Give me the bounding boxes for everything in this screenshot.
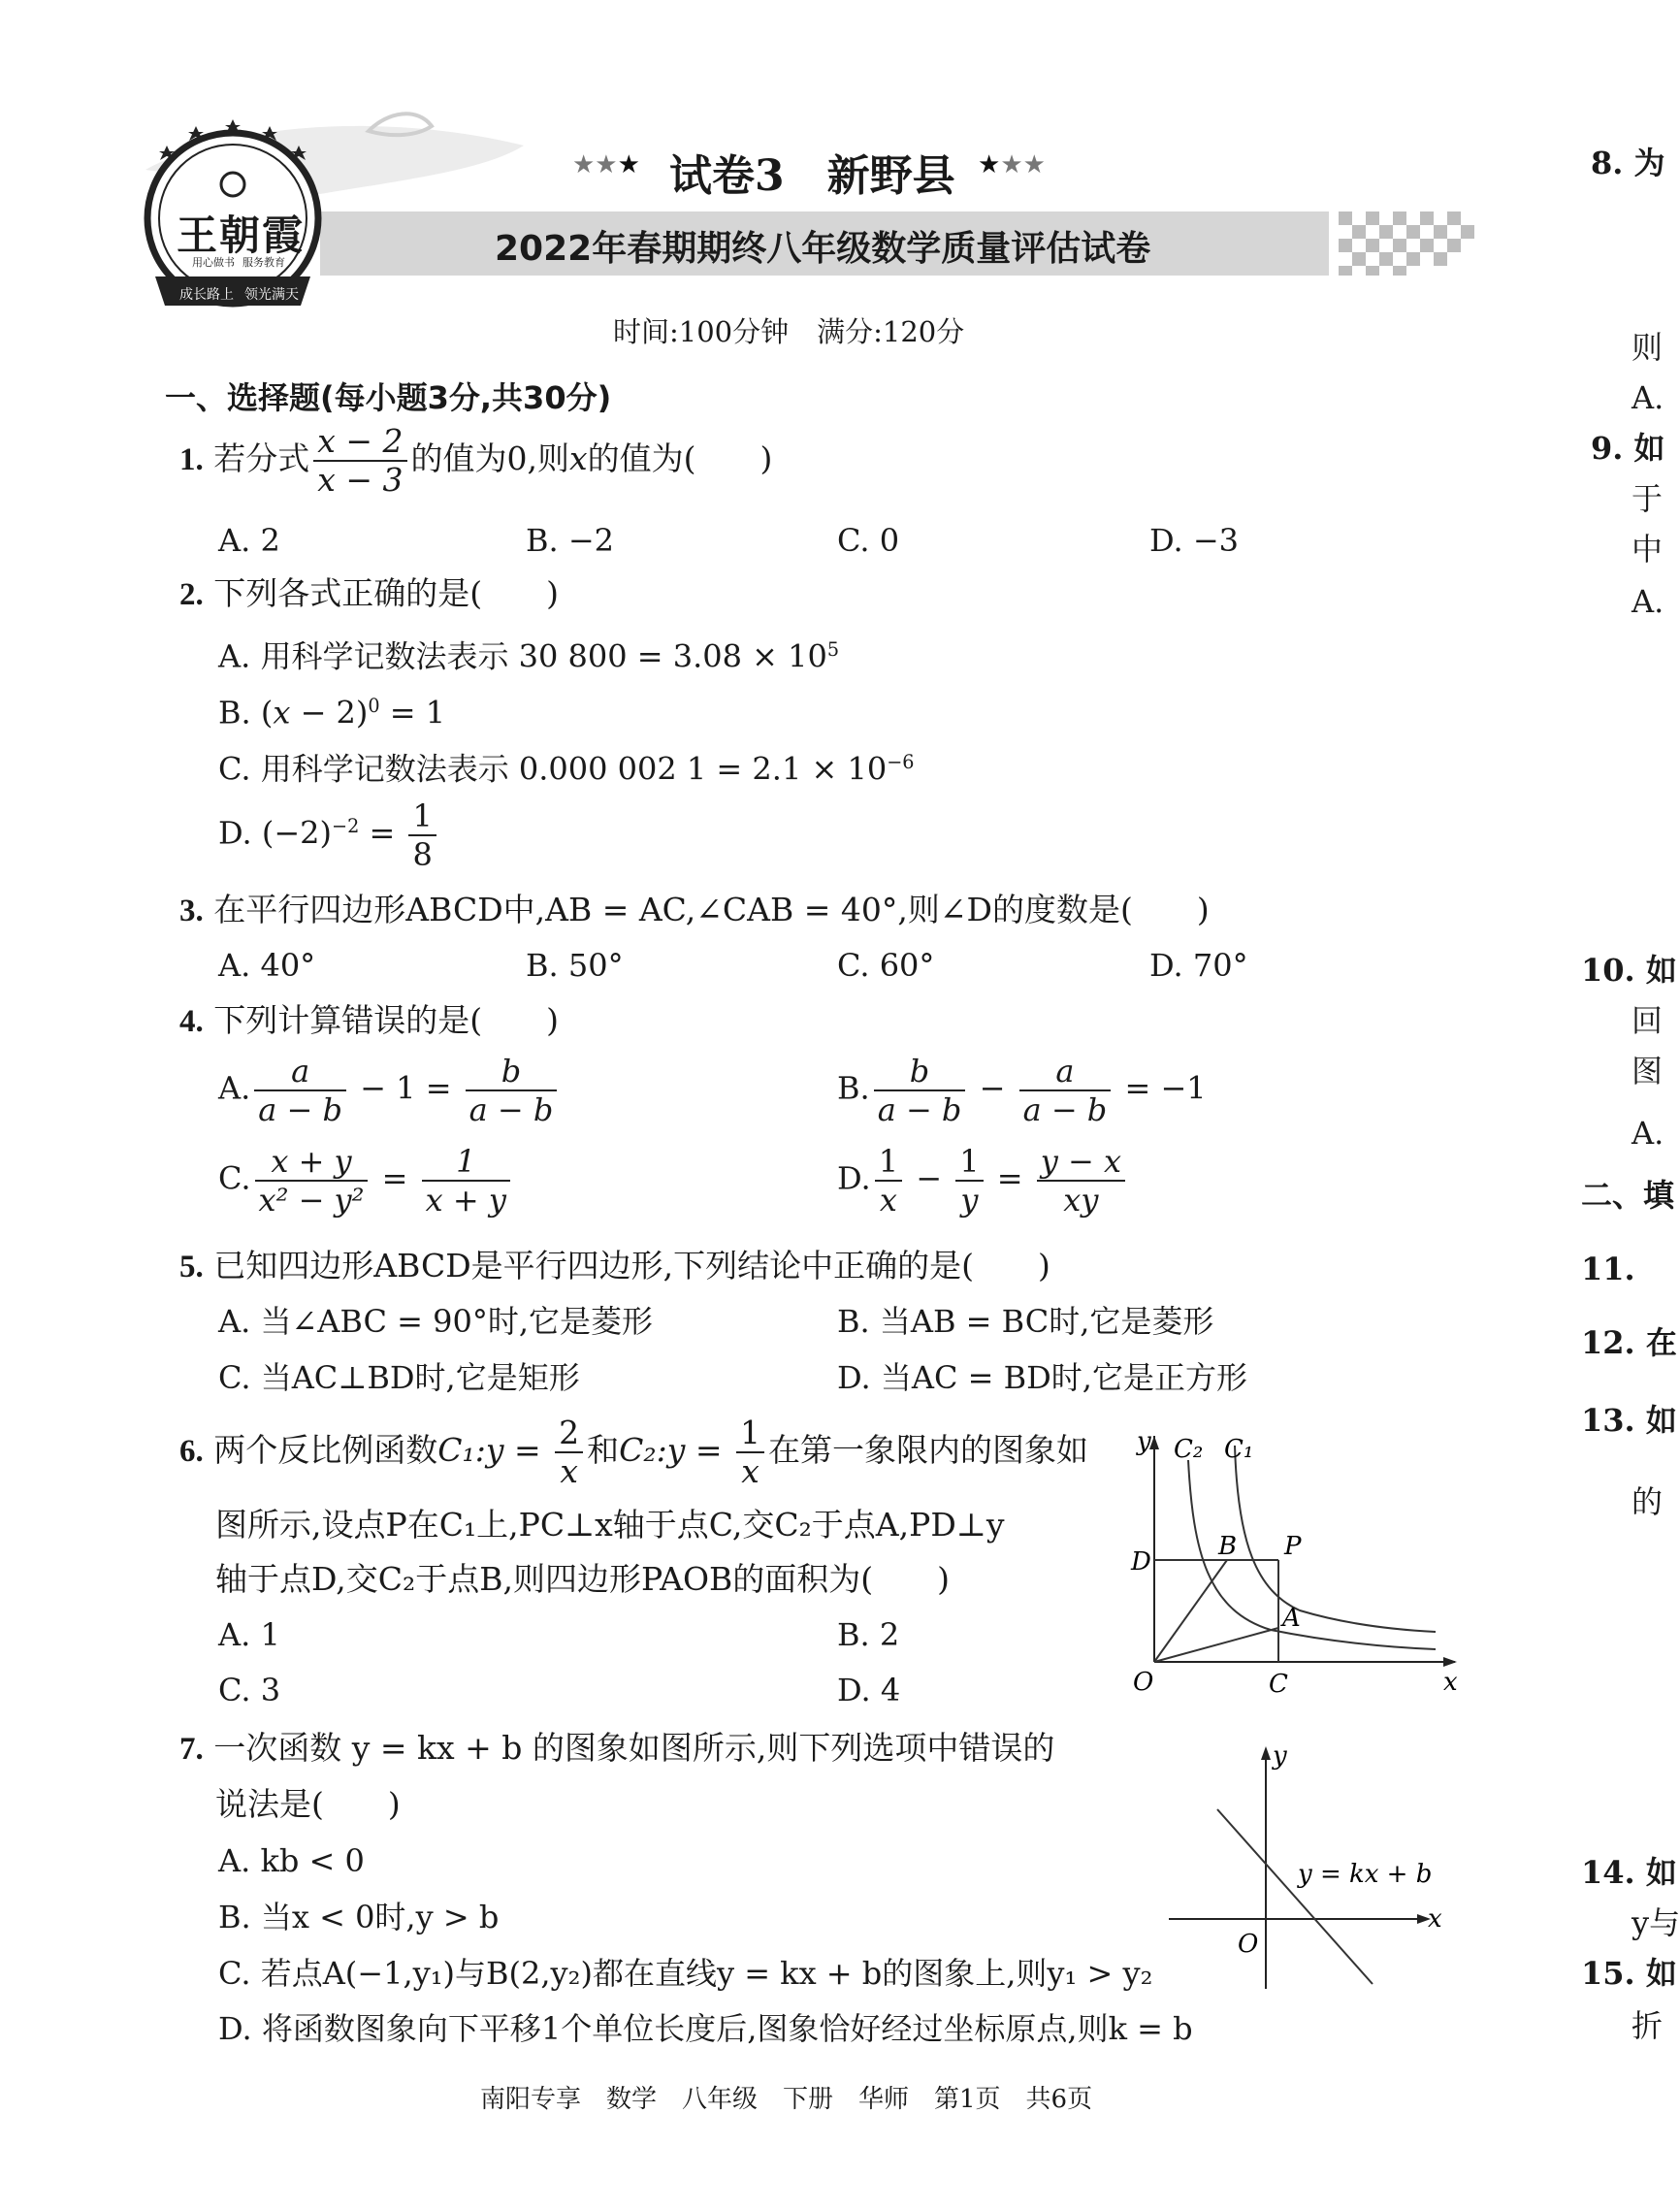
fraction: [255, 1143, 369, 1219]
right-item: 于: [1632, 480, 1664, 517]
exponent: 5: [826, 638, 840, 661]
option-d: D. 4: [837, 1672, 901, 1708]
option-label: B.: [837, 1069, 870, 1107]
variable: x: [273, 694, 291, 732]
option-d: D. 当AC = BD时,它是正方形: [837, 1359, 1247, 1396]
denominator: 8: [412, 836, 433, 873]
question-text: 轴于点D,交C₂于点B,则四边形PAOB的面积为( ): [215, 1560, 951, 1598]
numerator: y − x: [1037, 1143, 1125, 1182]
checker-pattern: [1339, 211, 1474, 276]
right-column: [1581, 0, 1680, 2211]
numerator: 1: [736, 1414, 764, 1453]
segment-oa: [1154, 1628, 1278, 1662]
option-text: −: [906, 1159, 953, 1197]
option-text: D. (−2): [218, 814, 332, 852]
star-rating-left-icon: ★★★: [572, 150, 640, 179]
right-item: 14. 如: [1581, 1854, 1677, 1891]
numerator: b: [874, 1053, 966, 1091]
question-number: 4.: [179, 1004, 204, 1039]
question-text: 的值为( ): [587, 439, 773, 477]
option-b: [837, 1053, 1207, 1128]
option-text: A. 用科学记数法表示 30 800 = 3.08 × 10: [218, 637, 827, 675]
question-text: 已知四边形ABCD是平行四边形,下列结论中正确的是( ): [213, 1247, 1050, 1284]
section-title: 一、选择题(每小题3分,共30分): [165, 379, 612, 416]
logo-slogan-2: 服务教育: [242, 256, 285, 269]
question-text: 图所示,设点P在C₁上,PC⊥x轴于点C,交C₂于点A,PD⊥y: [215, 1506, 1005, 1544]
function-label: C₂:y =: [619, 1431, 732, 1469]
right-item: A.: [1632, 379, 1664, 416]
time-info: 时间:100分钟 满分:120分: [613, 315, 965, 348]
option-d: D. −3: [1149, 522, 1240, 559]
option-text: − 2): [290, 694, 369, 732]
question-text: 两个反比例函数: [213, 1431, 438, 1469]
question-text: 下列计算错误的是( ): [213, 1001, 559, 1039]
option-d: D. 将函数图象向下平移1个单位长度后,图象恰好经过坐标原点,则k = b: [218, 2010, 1193, 2047]
exam-title: 2022年春期期终八年级数学质量评估试卷: [495, 229, 1151, 269]
label-b: B: [1218, 1532, 1238, 1561]
right-item: 折: [1632, 2007, 1664, 2044]
denominator: x: [560, 1452, 578, 1490]
option-label: D.: [837, 1159, 871, 1197]
numerator: 1: [422, 1143, 510, 1182]
numerator: 2: [555, 1414, 583, 1453]
right-item: 二、填: [1581, 1177, 1675, 1214]
option-c: C. 3: [218, 1672, 281, 1708]
question-4: [179, 1001, 559, 1041]
denominator: a − b: [1022, 1091, 1108, 1128]
option-a: A. 40°: [218, 947, 316, 984]
right-item: 10. 如: [1581, 952, 1677, 989]
option-text: − 1 =: [350, 1069, 462, 1107]
right-item: y与: [1632, 1904, 1680, 1941]
question-number: 1.: [179, 442, 204, 477]
numerator: x − 2: [313, 423, 406, 462]
fraction: [955, 1143, 983, 1219]
label-o: O: [1133, 1668, 1154, 1697]
right-item: A.: [1632, 1115, 1664, 1152]
option-c: C. 当AC⊥BD时,它是矩形: [218, 1359, 580, 1396]
page-footer: 南阳专享 数学 八年级 下册 华师 第1页 共6页: [480, 2085, 1093, 2114]
option-a: [218, 631, 839, 676]
option-text: = −1: [1115, 1069, 1207, 1107]
right-item: 则: [1632, 329, 1664, 366]
option-text: =: [359, 814, 405, 852]
numerator: 1: [955, 1143, 983, 1182]
option-text: −: [969, 1069, 1016, 1107]
fraction: [254, 1053, 346, 1128]
option-d: [837, 1143, 1129, 1219]
numerator: a: [254, 1053, 346, 1091]
question-5: [179, 1247, 1050, 1286]
right-item: 的: [1632, 1483, 1664, 1520]
option-b: B. 当AB = BC时,它是菱形: [837, 1303, 1214, 1340]
numerator: 1: [408, 797, 436, 836]
denominator: x: [879, 1182, 897, 1219]
option-a: [218, 1053, 561, 1128]
question-1: [179, 423, 772, 499]
exponent: −6: [887, 751, 915, 773]
label-y: y: [1273, 1741, 1287, 1771]
star-rating-right-icon: ★★★: [978, 150, 1046, 179]
logo-slogan-1: 用心做书: [192, 256, 235, 269]
option-b: B. −2: [526, 522, 615, 559]
question-number: 2.: [179, 577, 204, 612]
denominator: x: [741, 1452, 759, 1490]
denominator: x² − y²: [258, 1182, 365, 1219]
option-text: = 1: [379, 694, 446, 732]
variable: x: [569, 439, 588, 477]
right-item: 图: [1632, 1053, 1664, 1089]
question-text: 的值为0,则: [410, 439, 569, 477]
option-d: D. 70°: [1149, 947, 1248, 984]
right-item: 12. 在: [1581, 1324, 1677, 1361]
denominator: y: [960, 1182, 979, 1219]
option-a: A. 当∠ABC = 90°时,它是菱形: [218, 1303, 654, 1340]
segment-ob: [1154, 1560, 1227, 1662]
fraction: [422, 1143, 510, 1219]
option-a: A. 1: [218, 1616, 280, 1653]
label-p: P: [1284, 1532, 1302, 1561]
right-item: 15. 如: [1581, 1955, 1677, 1992]
option-b: B. 50°: [526, 947, 624, 984]
question-3: [179, 891, 1210, 930]
numerator: b: [466, 1053, 558, 1091]
fraction: [313, 423, 406, 499]
right-item: 13. 如: [1581, 1402, 1677, 1439]
label-o: O: [1238, 1930, 1259, 1959]
option-b: [218, 687, 445, 732]
logo-slogan-4: 领光满天: [244, 287, 299, 303]
question-text: 在平行四边形ABCD中,AB = AC,∠CAB = 40°,则∠D的度数是( ): [213, 891, 1210, 928]
right-item: 9. 如: [1591, 430, 1665, 467]
numerator: 1: [875, 1143, 902, 1182]
option-text: B. (: [218, 694, 274, 732]
question-text: 下列各式正确的是( ): [213, 574, 559, 612]
numerator: x + y: [255, 1143, 369, 1182]
label-x: x: [1428, 1904, 1442, 1934]
label-y: y: [1137, 1427, 1151, 1456]
question-2: [179, 574, 559, 614]
fraction: [466, 1053, 558, 1128]
option-b: B. 当x < 0时,y > b: [218, 1899, 500, 1935]
fraction: [555, 1414, 583, 1490]
fraction: [1019, 1053, 1112, 1128]
label-c2: C₂: [1174, 1435, 1204, 1464]
label-c: C: [1269, 1670, 1288, 1699]
option-c: C. 若点A(−1,y₁)与B(2,y₂)都在直线y = kx + b的图象上,则y₁ > y₂: [218, 1955, 1153, 1992]
denominator: a − b: [877, 1091, 962, 1128]
option-c: [218, 1143, 514, 1219]
label-d: D: [1131, 1547, 1151, 1577]
option-c: C. 60°: [837, 947, 935, 984]
option-d: [218, 797, 440, 873]
linear-function-figure: [1164, 1741, 1455, 1989]
option-a: A. 2: [218, 522, 280, 559]
logo-name: 王朝霞: [177, 211, 306, 259]
label-a: A: [1282, 1604, 1301, 1633]
option-c: [218, 743, 914, 789]
label-c1: C₁: [1224, 1435, 1254, 1464]
fraction: [875, 1143, 902, 1219]
right-item: 中: [1632, 531, 1664, 568]
option-label: C.: [218, 1159, 251, 1197]
denominator: a − b: [468, 1091, 554, 1128]
fraction: [408, 797, 436, 873]
question-number: 5.: [179, 1250, 204, 1284]
question-number: 6.: [179, 1434, 204, 1469]
curve-c1: [1235, 1446, 1436, 1632]
question-text: 说法是( ): [215, 1785, 401, 1823]
denominator: x + y: [425, 1182, 506, 1219]
question-6: [179, 1414, 1088, 1490]
label-equation: y = kx + b: [1298, 1860, 1433, 1889]
label-x: x: [1443, 1668, 1458, 1697]
exponent: −2: [332, 814, 360, 837]
exponent: 0: [368, 695, 380, 717]
denominator: a − b: [258, 1091, 342, 1128]
question-text: 和: [587, 1431, 620, 1469]
option-b: B. 2: [837, 1616, 900, 1653]
question-number: 3.: [179, 894, 204, 928]
denominator: x − 3: [317, 461, 404, 499]
option-text: =: [986, 1159, 1033, 1197]
fraction: [1037, 1143, 1125, 1219]
option-text: =: [372, 1159, 418, 1197]
y-axis-arrow-icon: [1261, 1746, 1271, 1760]
right-item: 11.: [1581, 1251, 1635, 1287]
question-7: [179, 1729, 1054, 1769]
x-axis-arrow-icon: [1443, 1657, 1457, 1667]
right-item: 8. 为: [1591, 145, 1665, 181]
logo-slogan-3: 成长路上: [179, 287, 234, 303]
option-a: A. kb < 0: [218, 1842, 365, 1879]
right-item: A.: [1632, 583, 1664, 620]
question-text: 在第一象限内的图象如: [768, 1431, 1088, 1469]
denominator: xy: [1063, 1182, 1099, 1219]
question-text: 若分式: [213, 439, 310, 477]
question-number: 7.: [179, 1732, 204, 1767]
fraction: [874, 1053, 966, 1128]
paper-title: 试卷3 新野县: [669, 151, 955, 201]
hyperbola-figure: [1131, 1427, 1465, 1699]
question-text: 一次函数 y = kx + b 的图象如图所示,则下列选项中错误的: [213, 1729, 1055, 1767]
fraction: [736, 1414, 764, 1490]
option-text: C. 用科学记数法表示 0.000 002 1 = 2.1 × 10: [218, 750, 888, 788]
right-item: 回: [1632, 1002, 1664, 1039]
option-label: A.: [218, 1069, 251, 1107]
numerator: a: [1019, 1053, 1112, 1091]
option-c: C. 0: [837, 522, 900, 559]
function-label: C₁:y =: [437, 1431, 552, 1469]
